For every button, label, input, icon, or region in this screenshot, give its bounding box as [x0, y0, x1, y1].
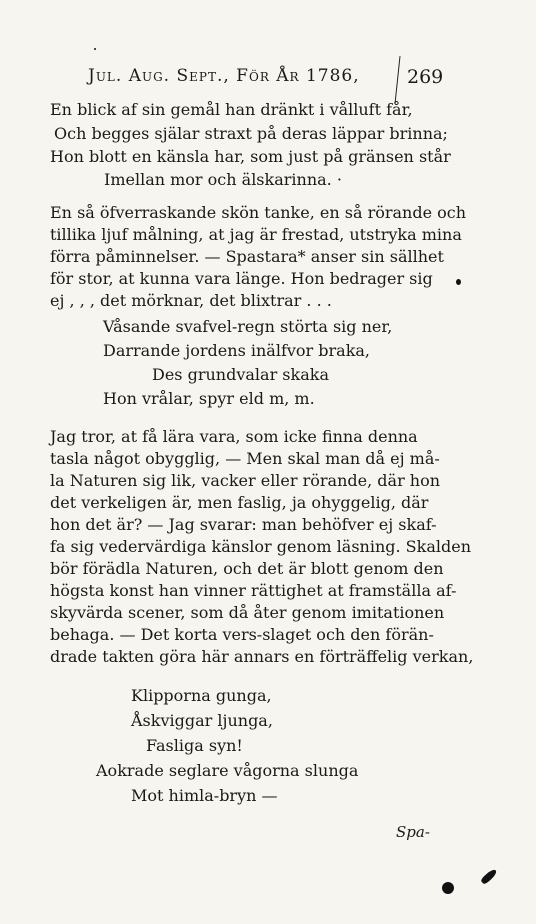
para2-line-9: skyvärda scener, som då åter genom imitationen — [50, 603, 445, 622]
ink-stroke — [480, 868, 498, 885]
poem2-line-4: Hon vrålar, spyr eld m, m. — [103, 389, 315, 408]
para2-line-6: fa sig vedervärdiga känslor genom läsning. Skalden — [50, 537, 471, 556]
running-title: Jul. Aug. Sept., För År 1786, — [88, 66, 360, 86]
catchword: Spa- — [396, 823, 430, 841]
para2-line-3: la Naturen sig lik, vacker eller rörande, där hon — [50, 471, 441, 490]
para1-line-1: En så öfverraskande skön tanke, en så rörande och — [50, 203, 467, 222]
para2-line-4: det verkeligen är, men faslig, ja ohyggelig, där — [50, 493, 429, 512]
para2-line-11: drade takten göra här annars en förträffelig verkan, — [50, 647, 474, 666]
poem2-line-2: Darrande jordens inälfvor braka, — [103, 341, 371, 360]
para1-line-2: tillika ljuf målning, at jag är frestad, utstryka mina — [50, 225, 462, 244]
para1-line-5: ej , , , det mörknar, det blixtrar . . . — [50, 291, 332, 310]
para2-line-10: behaga. — Det korta vers-slaget och den förän- — [50, 625, 434, 644]
poem1-line-1: En blick af sin gemål han dränkt i vålluft får, — [50, 100, 413, 119]
ink-divider-mark — [394, 56, 400, 104]
para1-line-3: förra påminnelser. — Spastara* anser sin sällhet — [50, 247, 444, 266]
ink-speck — [456, 279, 461, 285]
poem1-line-3: Hon blott en känsla har, som just på gränsen står — [50, 147, 451, 166]
poem2-line-1: Våsande svafvel-regn störta sig ner, — [103, 317, 393, 336]
para2-line-1: Jag tror, at få lära vara, som icke finna denna — [50, 427, 418, 446]
para2-line-7: bör förädla Naturen, och det är blott genom den — [50, 559, 444, 578]
poem1-line-4: Imellan mor och älskarinna. · — [104, 170, 342, 189]
poem1-line-2: Och begges själar straxt på deras läppar brinna; — [54, 124, 448, 143]
poem3-line-5: Mot himla-bryn — — [131, 786, 278, 805]
poem3-line-4: Aokrade seglare vågorna slunga — [96, 761, 359, 780]
para2-line-2: tasla något obygglig, — Men skal man då ej må- — [50, 449, 440, 468]
para1-line-4: för stor, at kunna vara länge. Hon bedrager sig — [50, 269, 433, 288]
poem3-line-2: Åskviggar ljunga, — [131, 711, 273, 730]
para2-line-5: hon det är? — Jag svarar: man behöfver ej skaf- — [50, 515, 437, 534]
page-number: 269 — [407, 66, 444, 88]
ink-blot — [442, 882, 454, 894]
poem3-line-3: Fasliga syn! — [146, 736, 243, 755]
para2-line-8: högsta konst han vinner rättighet at framställa af- — [50, 581, 457, 600]
poem2-line-3: Des grundvalar skaka — [152, 365, 329, 384]
ink-speck — [94, 48, 96, 50]
poem3-line-1: Klipporna gunga, — [131, 686, 272, 705]
